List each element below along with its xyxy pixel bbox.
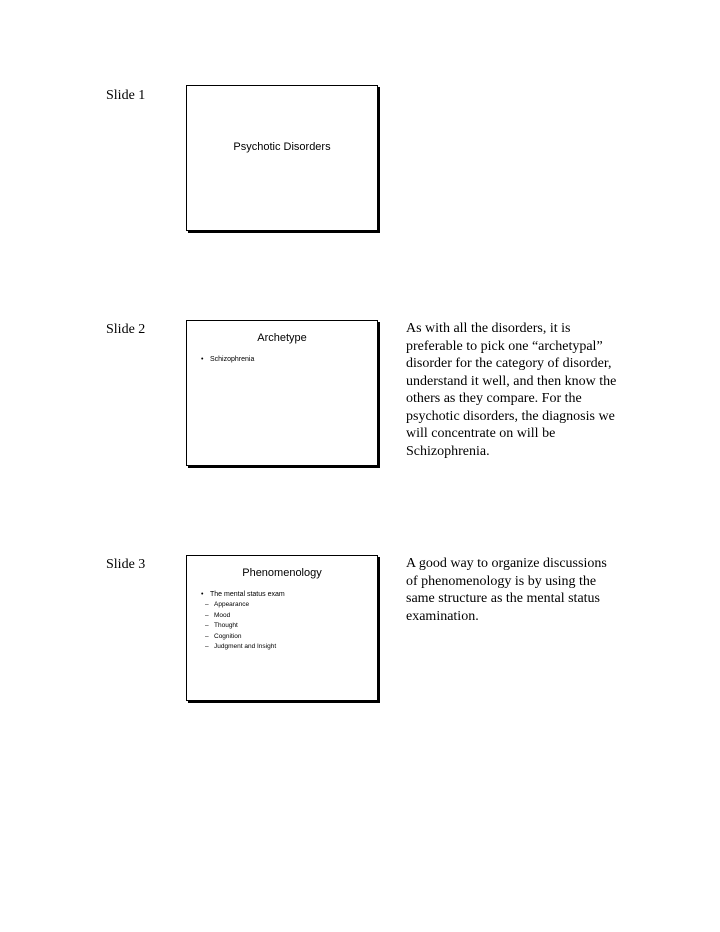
- slide-2-title: Archetype: [257, 332, 307, 344]
- slide-2-notes: As with all the disorders, it is preferable to pick one “archetypal” disorder for the category of disorder, understand it well, and then know the others as they compare. For the psychotic disorders, the diagnosis we will concentrate on will be Schizophrenia.: [406, 321, 617, 459]
- dash-icon: –: [205, 643, 209, 650]
- sub-bullet-text: Cognition: [214, 632, 242, 640]
- slide-2-bullet-list: [201, 355, 254, 365]
- slide-2-thumbnail: [186, 320, 378, 466]
- slide-3-thumbnail: [186, 555, 378, 701]
- list-item: [205, 642, 285, 653]
- sub-bullet-text: Appearance: [214, 601, 250, 608]
- sub-bullet-text: Thought: [214, 622, 238, 629]
- slide-3-label: Slide 3: [106, 557, 146, 572]
- list-item: [205, 621, 285, 632]
- slide-1-thumbnail: [186, 85, 378, 231]
- slide-3-title: Phenomenology: [242, 567, 322, 579]
- list-item: [205, 632, 285, 643]
- sub-bullet-text: Judgment and Insight: [214, 643, 277, 650]
- dash-icon: –: [205, 632, 209, 640]
- slide-1-label: Slide 1: [106, 88, 146, 103]
- bullet-icon: •: [201, 591, 204, 598]
- bullet-icon: •: [201, 356, 204, 363]
- dash-icon: –: [205, 611, 209, 619]
- sub-bullet-text: Mood: [214, 611, 231, 619]
- list-item: [201, 590, 285, 653]
- bullet-text: The mental status exam: [210, 591, 285, 598]
- slide-3-sub-list: [201, 600, 285, 653]
- slide-3-notes: A good way to organize discussions of phenomenology is by using the same structure as the mental status examination.: [406, 556, 607, 624]
- bullet-text: Schizophrenia: [210, 356, 255, 363]
- slide-2-label: Slide 2: [106, 322, 146, 337]
- dash-icon: –: [205, 622, 209, 629]
- dash-icon: –: [205, 601, 209, 608]
- slide-3-bullet-list: [201, 590, 285, 653]
- list-item: [201, 355, 254, 365]
- slide-1-title: Psychotic Disorders: [233, 141, 331, 153]
- list-item: [205, 611, 285, 622]
- list-item: [205, 600, 285, 611]
